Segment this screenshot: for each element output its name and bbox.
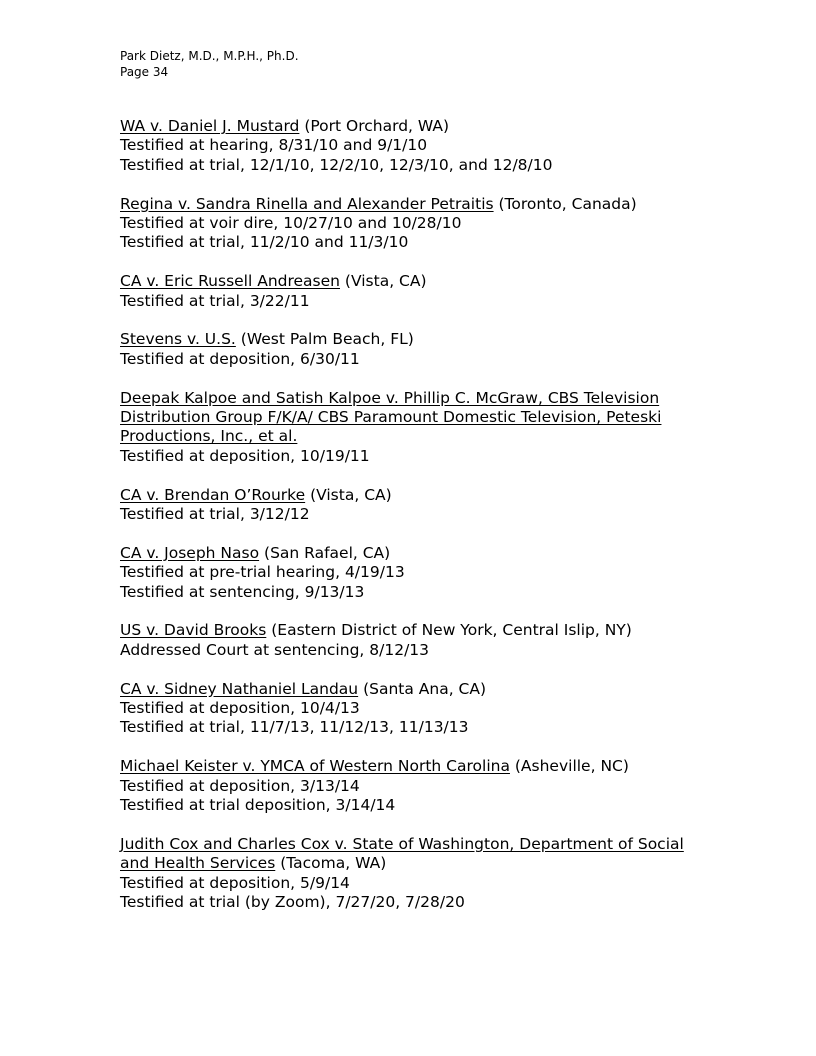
testimony-line: Testified at trial, 3/12/12: [120, 505, 310, 524]
case-entry: [120, 544, 710, 602]
testimony-line: Testified at trial, 3/22/11: [120, 291, 310, 310]
testimony-line: Testified at deposition, 6/30/11: [120, 349, 360, 368]
page-number: Page 34: [120, 65, 169, 79]
testimony-line: Testified at deposition, 3/13/14: [120, 776, 360, 795]
testimony-line: Addressed Court at sentencing, 8/12/13: [120, 640, 430, 659]
case-name: WA v. Daniel J. Mustard: [120, 117, 300, 135]
case-location: (Port Orchard, WA): [299, 117, 450, 135]
testimony-line: Testified at trial, 12/1/10, 12/2/10, 12/3/10, and 12/8/10: [120, 155, 553, 174]
case-title-line: [120, 330, 710, 349]
case-entry: [120, 486, 710, 525]
case-entry: [120, 621, 710, 660]
testimony-line: Testified at trial deposition, 3/14/14: [120, 796, 396, 815]
testimony-line: Testified at deposition, 5/9/14: [120, 873, 350, 892]
case-title-line: [120, 544, 710, 563]
testimony-line: Testified at deposition, 10/4/13: [120, 699, 360, 718]
case-name: CA v. Eric Russell Andreasen: [120, 272, 340, 291]
testimony-line: Testified at trial, 11/7/13, 11/12/13, 11/13/13: [120, 718, 469, 737]
case-entry: [120, 389, 710, 467]
case-title-line: [120, 835, 710, 874]
case-location: (Eastern District of New York, Central Islip, NY): [266, 621, 632, 640]
case-location: (Tacoma, WA): [275, 854, 387, 873]
case-entry: [120, 330, 710, 369]
case-entry: [120, 835, 710, 913]
testimony-line: Testified at hearing, 8/31/10 and 9/1/10: [120, 136, 428, 155]
case-title-line: [120, 272, 710, 291]
case-entry: [120, 757, 710, 815]
case-title-line: [120, 757, 710, 776]
testimony-line: Testified at deposition, 10/19/11: [120, 446, 370, 465]
case-name: Deepak Kalpoe and Satish Kalpoe v. Phillip C. McGraw, CBS Television Distribution Group F/K/A/ CBS Paramount Domestic Television, Peteski Productions, Inc., et al.: [120, 388, 662, 446]
testimony-line: Testified at voir dire, 10/27/10 and 10/28/10: [120, 214, 462, 233]
case-name: CA v. Brendan O’Rourke: [120, 485, 306, 504]
case-name: US v. David Brooks: [120, 621, 267, 640]
case-name: Judith Cox and Charles Cox v. State of Washington, Department of Social and Health Services: [120, 834, 684, 873]
author-name: Park Dietz, M.D., M.P.H., Ph.D.: [120, 49, 299, 63]
case-location: (Vista, CA): [305, 485, 392, 504]
case-entry: [120, 195, 710, 253]
case-location: (San Rafael, CA): [259, 543, 391, 562]
testimony-list: [120, 117, 710, 932]
case-title-line: [120, 389, 710, 447]
case-location: (Vista, CA): [340, 272, 427, 291]
case-entry: [120, 680, 710, 738]
case-title-line: [120, 117, 710, 136]
case-name: Michael Keister v. YMCA of Western North Carolina: [120, 757, 510, 776]
case-location: (Santa Ana, CA): [358, 679, 487, 698]
case-name: CA v. Joseph Naso: [120, 543, 260, 562]
page-header: [120, 48, 299, 80]
case-title-line: [120, 195, 710, 214]
case-entry: [120, 272, 710, 311]
case-name: CA v. Sidney Nathaniel Landau: [120, 679, 359, 698]
case-title-line: [120, 486, 710, 505]
testimony-line: Testified at sentencing, 9/13/13: [120, 582, 365, 601]
case-title-line: [120, 621, 710, 640]
case-title-line: [120, 680, 710, 699]
case-location: (Asheville, NC): [509, 757, 629, 776]
case-location: (Toronto, Canada): [493, 194, 637, 213]
case-name: Stevens v. U.S.: [120, 330, 236, 349]
testimony-line: Testified at pre-trial hearing, 4/19/13: [120, 563, 405, 582]
case-name: Regina v. Sandra Rinella and Alexander Petraitis: [120, 194, 494, 213]
case-location: (West Palm Beach, FL): [235, 330, 414, 349]
testimony-line: Testified at trial, 11/2/10 and 11/3/10: [120, 233, 409, 252]
testimony-line: Testified at trial (by Zoom), 7/27/20, 7/28/20: [120, 893, 465, 912]
case-entry: [120, 117, 710, 175]
